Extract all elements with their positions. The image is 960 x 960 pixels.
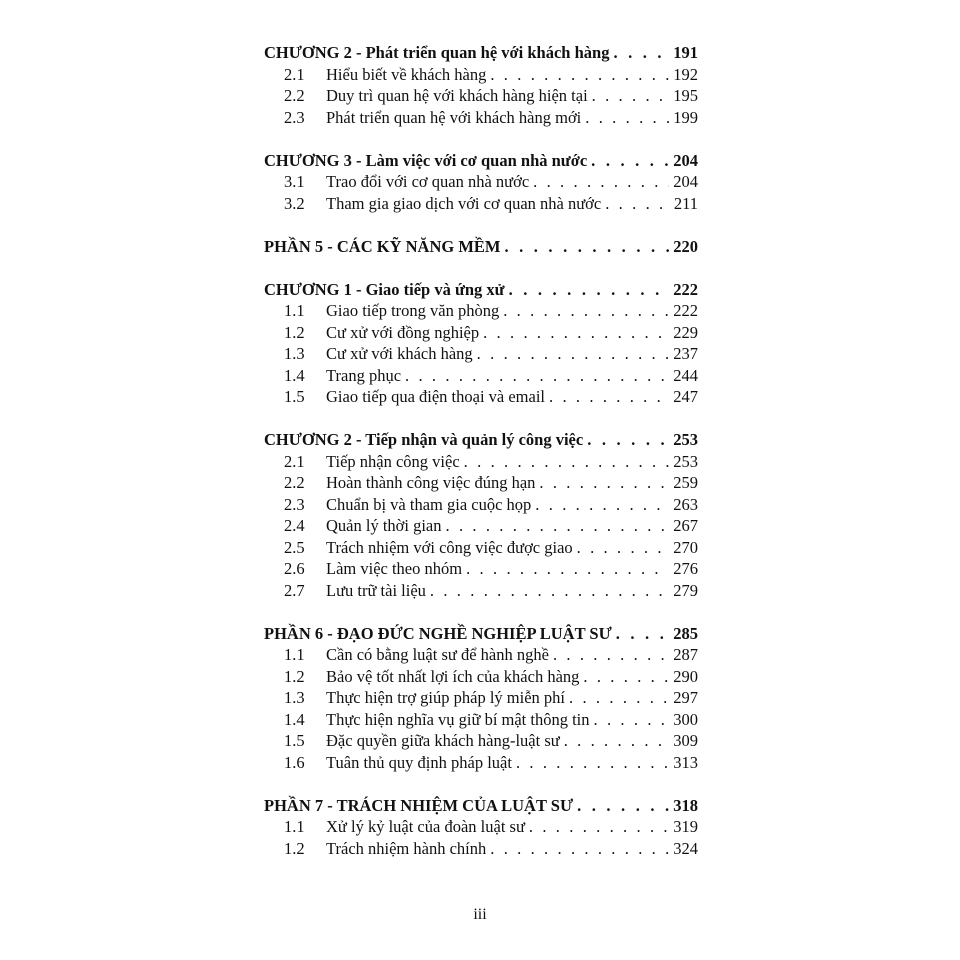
toc-entry-row [264, 752, 698, 774]
dot-leader [490, 64, 669, 86]
toc-entry-title: Giao tiếp trong văn phòng [326, 301, 500, 320]
dot-leader [483, 322, 669, 344]
toc-entry-page: 267 [673, 516, 698, 535]
dot-leader [594, 709, 670, 731]
toc-entry-page: 263 [673, 494, 698, 514]
table-of-contents [264, 42, 698, 881]
dot-leader [535, 494, 669, 516]
toc-entry-number: 3.1 [284, 172, 305, 191]
toc-entry-title: Duy trì quan hệ với khách hàng hiện tại [326, 86, 588, 105]
toc-entry-page: 309 [673, 731, 698, 750]
toc-entry-row [264, 558, 698, 580]
toc-entry-title: Thực hiện nghĩa vụ giữ bí mật thông tin [326, 709, 590, 729]
toc-heading-title: CHƯƠNG 2 - Phát triển quan hệ với khách hàng [264, 43, 610, 62]
toc-section [264, 429, 698, 601]
toc-entry-row [264, 494, 698, 516]
toc-heading-page: 220 [673, 236, 698, 256]
toc-entry-title: Xử lý kỷ luật của đoàn luật sư [326, 817, 525, 836]
toc-entry-number: 2.3 [284, 107, 305, 127]
toc-entry-title: Tham gia giao dịch với cơ quan nhà nước [326, 193, 602, 213]
toc-entry-title: Lưu trữ tài liệu [326, 580, 426, 600]
toc-entry-page: 290 [673, 666, 698, 686]
dot-leader [533, 171, 669, 193]
toc-heading-page: 222 [673, 279, 698, 299]
dot-leader [616, 623, 670, 645]
dot-leader [430, 580, 669, 602]
toc-entry-page: 211 [673, 193, 698, 213]
toc-entry-row [264, 730, 698, 752]
toc-entry-number: 2.1 [284, 451, 305, 471]
toc-entry-page: 192 [673, 64, 698, 84]
toc-entry-row [264, 64, 698, 86]
toc-entry-row [264, 838, 698, 860]
toc-entry-number: 1.3 [284, 344, 305, 363]
toc-entry-number: 1.2 [284, 838, 305, 858]
toc-entry-title: Quản lý thời gian [326, 516, 442, 535]
toc-heading-page: 285 [673, 623, 698, 643]
dot-leader [592, 85, 670, 107]
toc-entry-row [264, 365, 698, 387]
toc-entry-page: 199 [673, 107, 698, 127]
toc-heading-page: 191 [673, 43, 698, 62]
toc-entry-number: 1.5 [284, 731, 305, 750]
toc-entry-title: Bảo vệ tốt nhất lợi ích của khách hàng [326, 666, 580, 686]
toc-heading-row [264, 623, 698, 645]
dot-leader [583, 666, 669, 688]
toc-entry-page: 247 [673, 387, 698, 406]
toc-entry-title: Cần có bằng luật sư để hành nghề [326, 645, 549, 664]
toc-section [264, 42, 698, 128]
toc-heading-row [264, 795, 698, 817]
dot-leader [577, 795, 669, 817]
toc-entry-page: 195 [673, 86, 698, 105]
toc-entry-row [264, 386, 698, 408]
toc-section [264, 150, 698, 215]
toc-entry-number: 2.1 [284, 64, 305, 84]
toc-entry-row [264, 515, 698, 537]
toc-entry-row [264, 580, 698, 602]
toc-heading-title: PHẦN 6 - ĐẠO ĐỨC NGHỀ NGHIỆP LUẬT SƯ [264, 623, 612, 643]
toc-entry-number: 3.2 [284, 193, 305, 213]
toc-entry-page: 319 [673, 817, 698, 836]
toc-entry-row [264, 300, 698, 322]
toc-entry-number: 1.1 [284, 645, 305, 664]
toc-entry-title: Trách nhiệm hành chính [326, 838, 487, 858]
toc-entry-number: 1.5 [284, 387, 305, 406]
toc-heading-title: PHẦN 5 - CÁC KỸ NĂNG MỀM [264, 236, 501, 256]
toc-entry-title: Tuân thủ quy định pháp luật [326, 752, 512, 772]
toc-entry-page: 279 [673, 580, 698, 600]
dot-leader [477, 343, 670, 365]
toc-entry-row [264, 85, 698, 107]
dot-leader [585, 107, 669, 129]
toc-heading-page: 253 [673, 430, 698, 449]
toc-heading-title: CHƯƠNG 3 - Làm việc với cơ quan nhà nước [264, 150, 588, 170]
toc-heading-page: 318 [673, 795, 698, 815]
toc-heading-row [264, 150, 698, 172]
toc-entry-page: 229 [673, 322, 698, 342]
toc-entry-number: 1.1 [284, 301, 305, 320]
toc-entry-number: 2.6 [284, 559, 305, 578]
dot-leader [591, 150, 669, 172]
dot-leader [503, 300, 669, 322]
dot-leader [509, 279, 670, 301]
toc-entry-page: 300 [673, 709, 698, 729]
toc-entry-number: 1.4 [284, 365, 305, 385]
toc-entry-row [264, 322, 698, 344]
toc-entry-page: 324 [673, 838, 698, 858]
toc-entry-number: 2.7 [284, 580, 305, 600]
dot-leader [490, 838, 669, 860]
dot-leader [466, 558, 669, 580]
dot-leader [539, 472, 669, 494]
toc-entry-page: 287 [673, 645, 698, 664]
toc-entry-number: 2.3 [284, 494, 305, 514]
toc-entry-title: Thực hiện trợ giúp pháp lý miễn phí [326, 688, 566, 707]
dot-leader [605, 193, 670, 215]
dot-leader [577, 537, 670, 559]
dot-leader [464, 451, 670, 473]
toc-entry-number: 1.1 [284, 817, 305, 836]
toc-entry-title: Trách nhiệm với công việc được giao [326, 537, 573, 557]
dot-leader [446, 515, 670, 537]
toc-heading-row [264, 42, 698, 64]
toc-entry-title: Phát triển quan hệ với khách hàng mới [326, 107, 582, 127]
toc-entry-title: Giao tiếp qua điện thoại và email [326, 387, 546, 406]
dot-leader [613, 42, 669, 64]
toc-entry-title: Trao đổi với cơ quan nhà nước [326, 172, 530, 191]
toc-entry-number: 2.2 [284, 473, 305, 492]
toc-entry-title: Trang phục [326, 365, 402, 385]
toc-entry-row [264, 666, 698, 688]
dot-leader [569, 687, 669, 709]
toc-entry-number: 1.2 [284, 322, 305, 342]
toc-entry-page: 313 [673, 752, 698, 772]
toc-entry-title: Cư xử với khách hàng [326, 344, 473, 363]
toc-entry-row [264, 193, 698, 215]
toc-entry-page: 253 [673, 451, 698, 471]
toc-entry-row [264, 107, 698, 129]
toc-entry-row [264, 644, 698, 666]
page-number: iii [473, 906, 487, 923]
toc-heading-title: CHƯƠNG 1 - Giao tiếp và ứng xử [264, 279, 505, 299]
dot-leader [516, 752, 669, 774]
toc-heading-row [264, 429, 698, 451]
toc-entry-number: 2.2 [284, 86, 305, 105]
toc-entry-page: 222 [673, 301, 698, 320]
toc-section [264, 623, 698, 774]
dot-leader [564, 730, 670, 752]
dot-leader [405, 365, 669, 387]
toc-entry-row [264, 343, 698, 365]
toc-heading-title: CHƯƠNG 2 - Tiếp nhận và quản lý công việc [264, 430, 584, 449]
toc-entry-number: 2.5 [284, 537, 305, 557]
toc-entry-number: 2.4 [284, 516, 305, 535]
toc-entry-title: Đặc quyền giữa khách hàng-luật sư [326, 731, 560, 750]
toc-section [264, 795, 698, 860]
dot-leader [553, 644, 669, 666]
toc-heading-row [264, 279, 698, 301]
toc-section [264, 236, 698, 258]
toc-heading-page: 204 [673, 150, 698, 170]
toc-entry-title: Làm việc theo nhóm [326, 559, 463, 578]
toc-entry-number: 1.3 [284, 688, 305, 707]
toc-entry-row [264, 816, 698, 838]
dot-leader [504, 236, 669, 258]
toc-section [264, 279, 698, 408]
toc-entry-row [264, 709, 698, 731]
toc-entry-row [264, 451, 698, 473]
toc-entry-number: 1.4 [284, 709, 305, 729]
toc-entry-page: 204 [673, 172, 698, 191]
toc-entry-page: 276 [673, 559, 698, 578]
toc-entry-title: Hiểu biết về khách hàng [326, 64, 487, 84]
toc-entry-page: 297 [673, 688, 698, 707]
toc-entry-title: Hoàn thành công việc đúng hạn [326, 473, 536, 492]
toc-entry-title: Chuẩn bị và tham gia cuộc họp [326, 494, 532, 514]
toc-entry-page: 244 [673, 365, 698, 385]
toc-entry-page: 270 [673, 537, 698, 557]
toc-heading-title: PHẦN 7 - TRÁCH NHIỆM CỦA LUẬT SƯ [264, 795, 574, 815]
toc-entry-title: Tiếp nhận công việc [326, 451, 460, 471]
dot-leader [529, 816, 669, 838]
toc-entry-page: 259 [673, 473, 698, 492]
toc-entry-row [264, 171, 698, 193]
toc-entry-row [264, 472, 698, 494]
toc-entry-row [264, 537, 698, 559]
dot-leader [587, 429, 669, 451]
toc-entry-number: 1.6 [284, 752, 305, 772]
toc-entry-page: 237 [673, 344, 698, 363]
toc-entry-number: 1.2 [284, 666, 305, 686]
toc-entry-row [264, 687, 698, 709]
toc-heading-row [264, 236, 698, 258]
dot-leader [549, 386, 669, 408]
toc-entry-title: Cư xử với đồng nghiệp [326, 322, 480, 342]
